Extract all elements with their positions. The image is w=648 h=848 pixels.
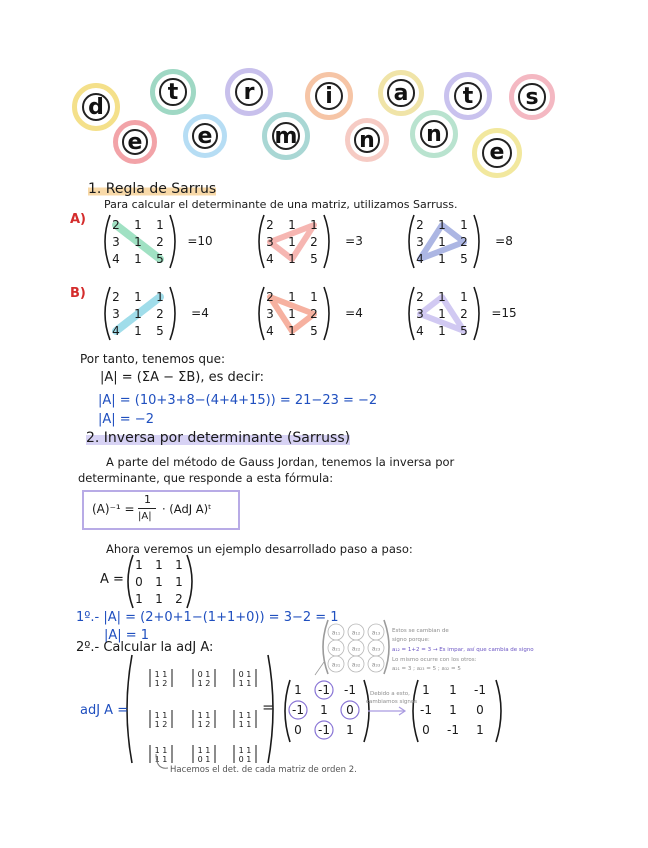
sign-cell: a₂₃ [371, 645, 381, 653]
example-intro: Ahora veremos un ejemplo desarrollado paso a paso: [106, 542, 413, 556]
example-a-matrix-right-paren [187, 555, 192, 608]
sarrus-matrix-right-paren [170, 215, 175, 268]
sign-cell: a₃₃ [371, 661, 381, 669]
sarrus-matrix-cell: 5 [156, 252, 164, 266]
minor-row1: 1 1 [197, 746, 211, 755]
sarrus-matrix-right-paren [474, 287, 479, 340]
sarrus-matrix-right-paren [170, 287, 175, 340]
minor-row1: 1 1 [238, 746, 252, 755]
final-cell: 1 [449, 683, 457, 697]
sarrus-matrix-cell: 1 [156, 218, 164, 232]
sarrus-matrix-cell: 1 [134, 252, 142, 266]
sarrus-matrix-cell: 3 [266, 235, 274, 249]
title-letter: e [122, 129, 148, 155]
sarrus-matrix-cell: 4 [266, 324, 274, 338]
step1: 1º.- |A| = (2+0+1−(1+1+0)) = 3−2 = 1 [76, 610, 339, 625]
sarrus-matrix-cell: 3 [112, 307, 120, 321]
sarrus-matrix-cell: 1 [288, 324, 296, 338]
sarrus-matrix-cell: 5 [460, 324, 468, 338]
sarrus-result: =3 [345, 234, 363, 248]
cofactor-cell: 1 [294, 683, 302, 697]
section2-heading [86, 430, 350, 446]
section1-heading-text: 1. Regla de Sarrus [88, 181, 217, 197]
example-a-matrix-cell: 1 [155, 592, 163, 606]
sarrus-matrix-cell: 2 [416, 290, 424, 304]
sarrus-matrix-cell: 3 [416, 235, 424, 249]
sarrus-matrix-left-paren [105, 215, 110, 268]
final-matrix-left-paren [413, 680, 418, 742]
sarrus-matrix-cell: 1 [134, 235, 142, 249]
sarrus-matrix-cell: 2 [460, 307, 468, 321]
example-a-matrix-cell: 2 [175, 592, 183, 606]
sarrus-result: =4 [191, 306, 209, 320]
sarrus-matrix-right-paren [324, 215, 329, 268]
sarrus-matrix-cell: 2 [460, 235, 468, 249]
section2-intro1: A parte del método de Gauss Jordan, tenemos la inversa por [106, 455, 455, 469]
final-cell: 1 [476, 723, 484, 737]
minor-row2: 1 2 [197, 679, 211, 688]
sarrus-matrix-left-paren [409, 215, 414, 268]
sarrus-result: =8 [495, 234, 513, 248]
example-a-matrix-cell: 1 [135, 558, 143, 572]
minor-row2: 1 2 [154, 679, 168, 688]
sarrus-matrix-cell: 5 [156, 324, 164, 338]
conclusion-line1: Por tanto, tenemos que: [80, 352, 226, 366]
final-cell: -1 [474, 683, 486, 697]
sarrus-matrix-cell: 2 [310, 307, 318, 321]
minor-row1: 0 1 [238, 670, 252, 679]
final-cell: 0 [476, 703, 484, 717]
sarrus-matrix-cell: 3 [112, 235, 120, 249]
formula-num: 1 [144, 493, 151, 506]
example-a-matrix-left-paren [128, 555, 133, 608]
sign-matrix-right-paren [384, 620, 389, 674]
minor-row2: 0 1 [238, 755, 252, 764]
sarrus-matrix-cell: 2 [310, 235, 318, 249]
note4: Lo mismo ocurre con los otros: [392, 657, 477, 663]
section2-heading-text: 2. Inversa por determinante (Sarruss) [86, 430, 351, 446]
example-a-matrix-cell: 1 [155, 575, 163, 589]
final-cell: -1 [420, 703, 432, 717]
conclusion-line4: |A| = −2 [98, 412, 154, 427]
minor-row1: 1 1 [238, 711, 252, 720]
title-letter: t [454, 82, 483, 111]
sarrus-matrix-cell: 2 [156, 235, 164, 249]
sarrus-matrix-cell: 2 [112, 218, 120, 232]
final-cell: 1 [422, 683, 430, 697]
sarrus-matrix-cell: 1 [134, 324, 142, 338]
sarrus-matrix-cell: 1 [288, 307, 296, 321]
sign-cell: a₂₂ [351, 645, 361, 653]
sarrus-matrix-cell: 1 [288, 290, 296, 304]
cofactor-cell: 0 [294, 723, 302, 737]
sarrus-matrix-cell: 1 [156, 290, 164, 304]
sarrus-matrix-left-paren [409, 287, 414, 340]
sarrus-result: =4 [345, 306, 363, 320]
sarrus-matrix-cell: 2 [156, 307, 164, 321]
label-a: A) [70, 212, 87, 227]
sarrus-matrix-cell: 1 [288, 218, 296, 232]
final-cell: 1 [449, 703, 457, 717]
sarrus-matrix-cell: 4 [112, 324, 120, 338]
sarrus-matrix-cell: 1 [438, 324, 446, 338]
sarrus-result: =15 [491, 306, 517, 320]
sarrus-matrix-cell: 5 [310, 324, 318, 338]
a-label: A = [100, 572, 124, 587]
title-letter: a [387, 79, 414, 106]
sarrus-matrix-right-paren [324, 287, 329, 340]
final-cell: -1 [447, 723, 459, 737]
formula-fraction-bar [138, 508, 156, 509]
title-letter: t [159, 78, 186, 105]
sarrus-matrix-left-paren [105, 287, 110, 340]
formula-rhs: · (AdJ A)ᵗ [162, 502, 212, 516]
conclusion-line3: |A| = (10+3+8−(4+4+15)) = 21−23 = −2 [98, 393, 378, 408]
sarrus-matrix-cell: 1 [438, 218, 446, 232]
cofactor-cell: 1 [320, 703, 328, 717]
title-letter: m [272, 122, 301, 151]
step1b: |A| = 1 [104, 628, 150, 643]
sign-cell: a₁₂ [351, 629, 361, 637]
sign-cell: a₁₃ [371, 629, 381, 637]
title-letter: i [315, 82, 344, 111]
sarrus-matrix-cell: 1 [134, 290, 142, 304]
minor-row2: 1 1 [238, 679, 252, 688]
minor-row2: 0 1 [197, 755, 211, 764]
sarrus-matrix-cell: 2 [416, 218, 424, 232]
cofactor-cell: 0 [346, 703, 354, 717]
adj-equals: = [262, 700, 274, 716]
arrow-note2: cambiamos signos [366, 699, 418, 705]
cofactor-cell: 1 [346, 723, 354, 737]
cofactor-cell: -1 [318, 723, 330, 737]
sign-cell: a₃₁ [331, 661, 341, 669]
sarrus-matrix-right-paren [474, 215, 479, 268]
sarrus-matrix-cell: 1 [310, 218, 318, 232]
sarrus-matrix-cell: 2 [112, 290, 120, 304]
sign-cell: a₁₁ [331, 629, 341, 637]
sarrus-matrix-cell: 3 [416, 307, 424, 321]
sarrus-matrix-left-paren [259, 287, 264, 340]
sarrus-matrix-cell: 4 [266, 252, 274, 266]
formula-lhs: (A)⁻¹ = [92, 502, 135, 516]
sarrus-matrix-cell: 1 [310, 290, 318, 304]
sign-cell: a₂₁ [331, 645, 341, 653]
minor-row2: 1 2 [154, 720, 168, 729]
minor-row1: 1 1 [154, 711, 168, 720]
minor-row2: 1 2 [197, 720, 211, 729]
minor-row1: 1 1 [197, 711, 211, 720]
sarrus-matrix-cell: 1 [460, 290, 468, 304]
sarrus-matrix-cell: 4 [416, 252, 424, 266]
note2: signo porque: [392, 637, 430, 643]
note3: a₁₂ = 1+2 = 3 → Es impar, así que cambia de signo [392, 647, 534, 653]
sarrus-matrix-cell: 1 [438, 290, 446, 304]
sign-pointer-line [315, 662, 324, 675]
conclusion-line2: |A| = (ΣA − ΣB), es decir: [100, 370, 265, 385]
sarrus-result: =10 [187, 234, 213, 248]
sarrus-matrix-cell: 2 [266, 218, 274, 232]
sarrus-matrix-cell: 1 [288, 252, 296, 266]
example-a-matrix-cell: 1 [175, 558, 183, 572]
cofactor-cell: -1 [318, 683, 330, 697]
example-a-matrix-cell: 1 [155, 558, 163, 572]
sarrus-matrix-left-paren [259, 215, 264, 268]
title-letter: r [235, 78, 264, 107]
example-a-matrix-cell: 0 [135, 575, 143, 589]
arrow-note1: Debido a esto, [370, 691, 410, 697]
example-a-matrix-cell: 1 [135, 592, 143, 606]
cofactor-cell: -1 [292, 703, 304, 717]
title-letter: e [482, 138, 512, 168]
sarrus-matrix-cell: 1 [134, 218, 142, 232]
minor-row1: 1 1 [154, 746, 168, 755]
sarrus-matrix-cell: 4 [416, 324, 424, 338]
adj-label: adJ A = [80, 703, 129, 718]
sarrus-matrix-cell: 5 [460, 252, 468, 266]
sarrus-matrix-cell: 1 [438, 235, 446, 249]
sarrus-matrix-cell: 2 [266, 290, 274, 304]
final-cell: 0 [422, 723, 430, 737]
formula-den: |A| [138, 511, 152, 522]
sign-matrix-left-paren [323, 620, 328, 674]
bottom-note: Hacemos el det. de cada matriz de orden 2. [170, 765, 357, 775]
minor-row1: 1 1 [154, 670, 168, 679]
final-matrix-right-paren [496, 680, 501, 742]
sign-cell: a₃₂ [351, 661, 361, 669]
sarrus-matrix-cell: 1 [288, 235, 296, 249]
sarrus-matrix-cell: 1 [134, 307, 142, 321]
minor-row1: 0 1 [197, 670, 211, 679]
label-b: B) [70, 286, 86, 301]
note1: Estos se cambian de [392, 628, 449, 634]
section1-intro: Para calcular el determinante de una matriz, utilizamos Sarruss. [104, 198, 458, 211]
sarrus-matrix-cell: 1 [438, 307, 446, 321]
cofactor-cell: -1 [344, 683, 356, 697]
example-a-matrix-cell: 1 [175, 575, 183, 589]
sarrus-matrix-cell: 5 [310, 252, 318, 266]
formula-box [82, 490, 240, 530]
title-letter: d [82, 93, 111, 122]
sarrus-matrix-cell: 1 [438, 252, 446, 266]
note5: a₂₁ = 3 ; a₂₃ = 5 ; a₃₂ = 5 [392, 666, 461, 672]
sarrus-matrix-cell: 1 [460, 218, 468, 232]
title-letter: n [420, 120, 449, 149]
step2: 2º.- Calcular la adJ A: [76, 640, 214, 655]
title-letter: s [518, 83, 545, 110]
minor-row2: 1 1 [154, 755, 168, 764]
section2-intro2: determinante, que responde a esta fórmula: [78, 471, 334, 485]
minor-row2: 1 1 [238, 720, 252, 729]
title-letter: e [192, 123, 218, 149]
sarrus-matrix-cell: 4 [112, 252, 120, 266]
sarrus-matrix-cell: 3 [266, 307, 274, 321]
title-letter: n [354, 127, 380, 153]
